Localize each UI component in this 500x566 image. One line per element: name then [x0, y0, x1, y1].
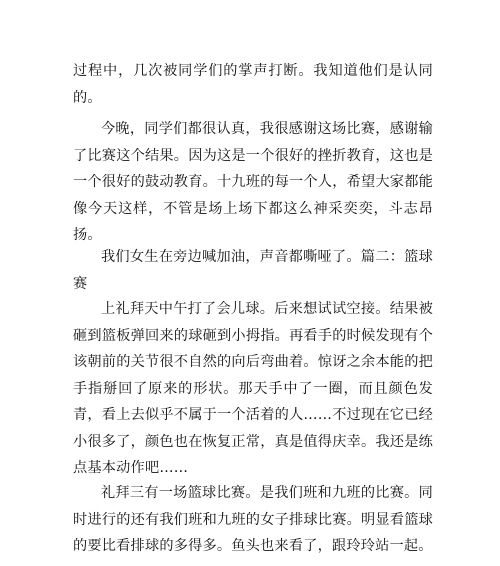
paragraph-2: 今晚，同学们都很认真，我很感谢这场比赛，感谢输了比赛这个结果。因为这是一个很好的挫折教育，这也是一个很好的鼓动教育。十九班的每一个人，希望大家都能像今天这样，不管是场上场下都这么神采奕奕，斗志昂扬。 [73, 121, 433, 243]
paragraph-5: 礼拜三有一场篮球比赛。是我们班和九班的比赛。同时进行的还有我们班和九班的女子排球比赛。明显看篮球的要比看排球的多得多。鱼头也来看了，跟玲玲站一起。 [73, 485, 433, 554]
paragraph-3: 我们女生在旁边喊加油，声音都嘶哑了。篇二：篮球赛 [73, 249, 433, 292]
paragraph-1: 过程中，几次被同学们的掌声打断。我知道他们是认同的。 [73, 63, 433, 106]
paragraph-4: 上礼拜天中午打了会儿球。后来想试试空接。结果被砸到篮板弹回来的球砸到小拇指。再看手的时候发现有个该朝前的关节很不自然的向后弯曲着。惊讶之余本能的把手指掰回了原来的形状。那天手中了一圈，而且颜色发青，看上去似乎不属于一个活着的人……不过现在它已经小很多了，颜色也在恢复正常，真是值得庆幸。我还是练点基本动作吧…… [73, 301, 433, 476]
